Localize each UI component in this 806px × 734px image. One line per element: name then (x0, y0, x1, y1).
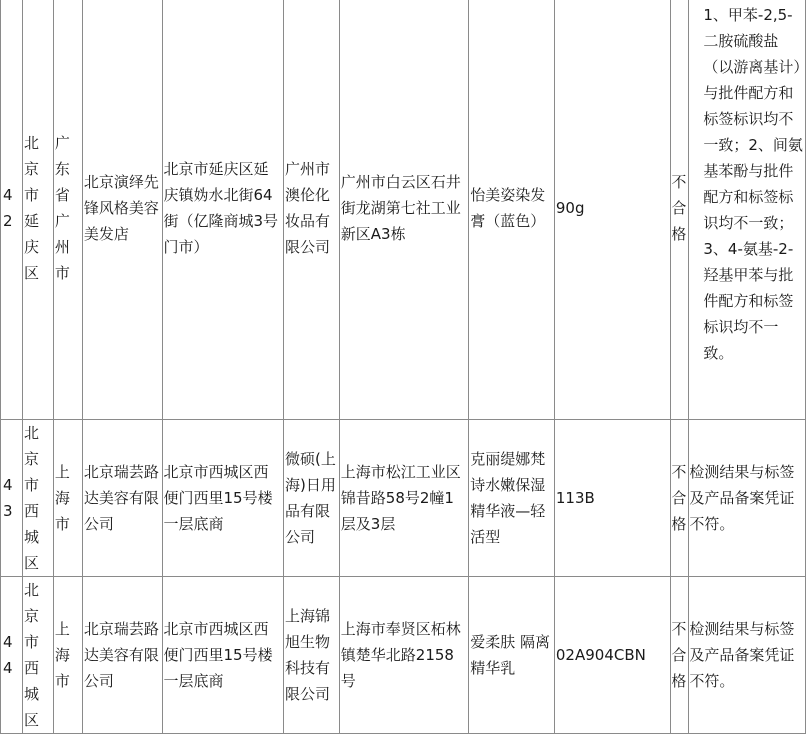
producer-name: 广州市澳伦化妆品有限公司 (283, 0, 339, 420)
row-number: 43 (1, 420, 23, 577)
sampled-unit-location: 北京市西城区 (22, 577, 53, 734)
product-name: 克丽缇娜梵诗水嫩保湿精华液—轻活型 (469, 420, 555, 577)
nonconforming-items: 1、甲苯-2,5-二胺硫酸盐（以游离基计）与批件配方和标签标识均不一致；2、间氨基苯酚与批件配方和标签标识均不一致；3、4-氨基-2-羟基甲苯与批件配方和标签标识均不一致。 (689, 0, 806, 420)
spec-batch: 90g (554, 0, 670, 420)
sampled-unit-location: 北京市西城区 (22, 420, 53, 577)
sampled-unit-name: 北京瑞芸路达美容有限公司 (82, 577, 162, 734)
producer-address: 上海市奉贤区柘林镇楚华北路2158号 (339, 577, 468, 734)
table-row (1, 0, 806, 420)
producer-location: 广东省广州市 (53, 0, 82, 420)
producer-name: 上海锦旭生物科技有限公司 (283, 577, 339, 734)
table-row (1, 577, 806, 734)
spec-batch: 113B (554, 420, 670, 577)
sampled-unit-name: 北京瑞芸路达美容有限公司 (82, 420, 162, 577)
table-row (1, 420, 806, 577)
sampled-unit-address: 北京市西城区西便门西里15号楼一层底商 (162, 577, 283, 734)
producer-name: 微硕(上海)日用品有限公司 (283, 420, 339, 577)
sampled-unit-name: 北京演绎先锋风格美容美发店 (82, 0, 162, 420)
row-number: 42 (1, 0, 23, 420)
producer-address: 广州市白云区石井街龙湖第七社工业新区A3栋 (339, 0, 468, 420)
sampled-unit-address: 北京市延庆区延庆镇妫水北街64街（亿隆商城3号门市） (162, 0, 283, 420)
inspection-result: 不合格 (671, 577, 689, 734)
producer-location: 上海市 (53, 420, 82, 577)
sampled-unit-address: 北京市西城区西便门西里15号楼一层底商 (162, 420, 283, 577)
spec-batch: 02A904CBN (554, 577, 670, 734)
inspection-result: 不合格 (671, 0, 689, 420)
nonconforming-items: 检测结果与标签及产品备案凭证不符。 (689, 577, 806, 734)
sampled-unit-location: 北京市延庆区 (22, 0, 53, 420)
producer-address: 上海市松江工业区锦昔路58号2幢1层及3层 (339, 420, 468, 577)
product-name: 爱柔肤 隔离精华乳 (469, 577, 555, 734)
row-number: 44 (1, 577, 23, 734)
producer-location: 上海市 (53, 577, 82, 734)
inspection-result: 不合格 (671, 420, 689, 577)
product-name: 怡美姿染发膏（蓝色） (469, 0, 555, 420)
nonconforming-items: 检测结果与标签及产品备案凭证不符。 (689, 420, 806, 577)
